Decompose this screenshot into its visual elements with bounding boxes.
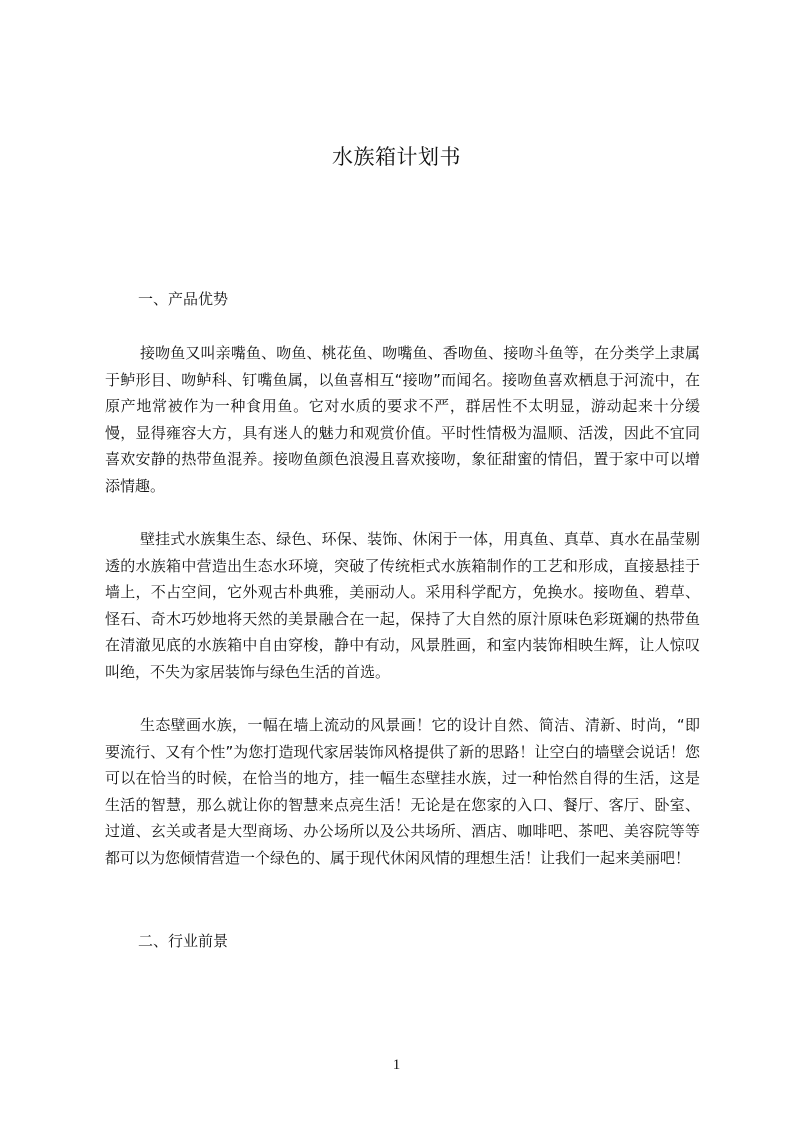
paragraph-wall-aquarium: 壁挂式水族集生态、绿色、环保、装饰、休闲于一体，用真鱼、真草、真水在晶莹剔透的水族箱中营造出生态水环境，突破了传统柜式水族箱制作的工艺和形成，直接悬挂于墙上，不占空间，它外观古朴典雅，美丽动人。采用科学配方，免换水。接吻鱼、碧草、怪石、奇木巧妙地将天然的美景融合在一起，保持了大自然的原汁原味色彩斑斓的热带鱼在清澈见底的水族箱中自由穿梭，静中有动，风景胜画，和室内装饰相映生辉，让人惊叹叫绝，不失为家居装饰与绿色生活的首选。: [105, 530, 700, 681]
paragraph-ecological-mural: 生态壁画水族，一幅在墙上流动的风景画！它的设计自然、简洁、清新、时尚，“即要流行、又有个性”为您打造现代家居装饰风格提供了新的思路！让空白的墙壁会说话！您可以在恰当的时候，在恰当的地方，挂一幅生态壁挂水族，过一种怡然自得的生活，这是生活的智慧，那么就让你的智慧来点亮生活！无论是在您家的入口、餐厅、客厅、卧室、过道、玄关或者是大型商场、办公场所以及公共场所、酒店、咖啡吧、茶吧、美容院等等都可以为您倾情营造一个绿色的、属于现代休闲风情的理想生活！让我们一起来美丽吧！: [105, 716, 700, 867]
page-number: 1: [392, 1057, 401, 1073]
document-title: 水族箱计划书: [332, 145, 461, 169]
section-heading-product-advantages: 一、产品优势: [138, 290, 229, 308]
section-heading-industry-prospects: 二、行业前景: [138, 932, 229, 950]
paragraph-kissing-fish: 接吻鱼又叫亲嘴鱼、吻鱼、桃花鱼、吻嘴鱼、香吻鱼、接吻斗鱼等，在分类学上隶属于鲈形目、吻鲈科、钉嘴鱼属，以鱼喜相互“接吻”而闻名。接吻鱼喜欢栖息于河流中，在原产地常被作为一种食用鱼。它对水质的要求不严，群居性不太明显，游动起来十分缓慢，显得雍容大方，具有迷人的魅力和观赏价值。平时性情极为温顺、活泼，因此不宜同喜欢安静的热带鱼混养。接吻鱼颜色浪漫且喜欢接吻，象征甜蜜的情侣，置于家中可以增添情趣。: [105, 344, 700, 495]
